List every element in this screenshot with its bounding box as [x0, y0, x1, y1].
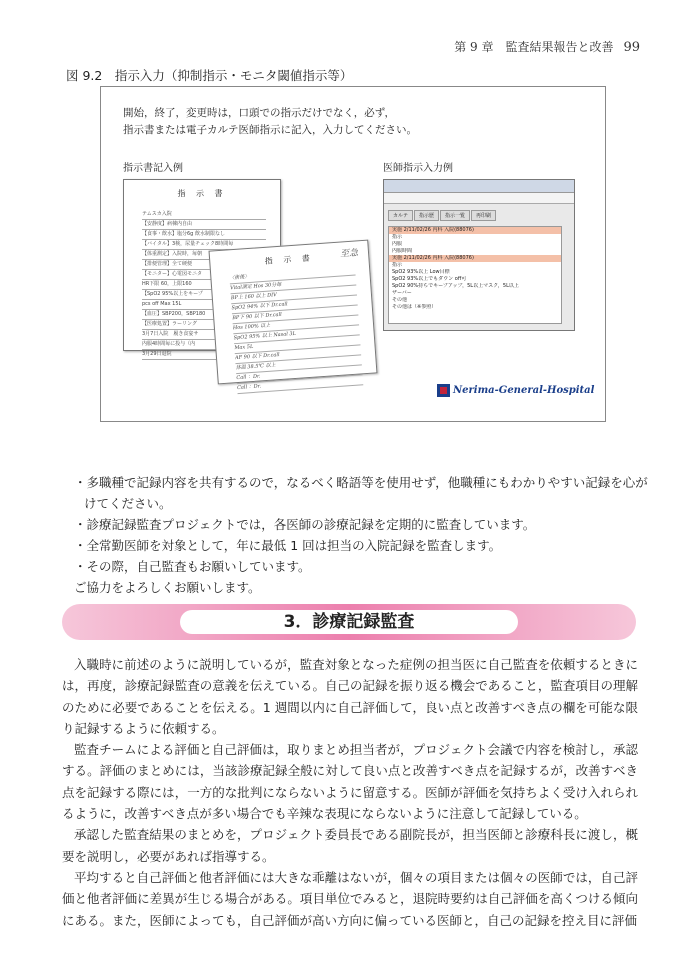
paragraph: 承認した監査結果のまとめを，プロジェクト委員長である副院長が，担当医師と診療科長に渡し，概要を説明し，必要があれば指導する。: [62, 827, 638, 864]
form-row: 【体重測定】入院時，毎朝: [142, 250, 266, 260]
order-row: SpO2 93%以上でもダウン off可: [392, 276, 467, 282]
urgent-mark: 至急: [339, 248, 359, 260]
body-text: [62, 654, 638, 931]
paragraph: 入職時に前述のように説明しているが，監査対象となった症例の担当医に自己監査を依頼するときには，再度，診療記録監査の意義を伝えている。自己の記録を振り返る機会であること，監査項目の理解のために必要であることを伝える。1 週間以内に自己評価して，良い点と改善すべき点の欄を可能な限り記録するように依頼する。: [62, 657, 638, 736]
left-example-label: 指示書記入例: [123, 163, 183, 174]
form-row: 【安静度】病棟内自由: [142, 220, 266, 230]
order-row: その他: [392, 297, 408, 303]
form-row: Call ：Dr.: [237, 375, 363, 394]
form-row: 3月7日入院 履き食宴サ: [142, 330, 266, 340]
form-row: 【血圧】SBP200，SBP180: [142, 310, 266, 320]
bullet-item: ・その際，自己監査もお願いしています。: [74, 559, 311, 574]
form-row: SpO2 95% 以上 Nasal 3L: [233, 325, 359, 344]
closing-line: ご協力をよろしくお願いします。: [74, 580, 261, 595]
order-row: 実施 2/11/02/26 内科 入院(88076): [389, 227, 561, 234]
form-row: テムスカ入院: [142, 210, 266, 220]
page-number: 99: [623, 40, 640, 55]
section-title: 3．診療記録監査: [180, 610, 518, 634]
bullet-item: ・多職種で記録内容を共有するので，なるべく略語等を使用せず，他職種にもわかりやすい記録を心がけてください。: [74, 475, 648, 511]
hospital-logo-icon: [437, 384, 450, 397]
right-example-label: 医師指示入力例: [383, 163, 453, 174]
bullet-item: ・診療記録監査プロジェクトでは，各医師の診療記録を定期的に監査しています。: [74, 517, 536, 532]
form-row: 【排便管理】全て硬便: [142, 260, 266, 270]
form-title: 指 示 書: [177, 189, 227, 198]
form-row: BP上 160 以上 DIV: [231, 286, 357, 305]
figure-caption: 図 9.2 指示入力（抑制指示・モニタ閾値指示等）: [66, 68, 353, 83]
form-row: 体温 38.5℃ 以上: [235, 355, 361, 374]
form-row: Hos 100% 以上: [233, 315, 359, 334]
form-row: 内服4時間毎に投与（内: [142, 340, 266, 350]
paragraph: 監査チームによる評価と自己評価は，取りまとめ担当者が，プロジェクト会議で内容を検討し，承認する。評価のまとめには，当該診療記録全般に対して良い点と改善すべき点を記録するが，改善すべき点を記録する際には，一方的な批判にならないように留意する。医師が評価を気持ちよく受け入れられるように，改善すべき点が多い場合でも辛辣な表現にならないように注意して記録している。: [62, 742, 638, 822]
hospital-logo: [437, 384, 594, 397]
form-row: Max 5L: [234, 335, 360, 354]
form-row: AF 90 以下 Dr.call: [235, 345, 361, 364]
hospital-name: Nerima-General-Hospital: [453, 385, 595, 396]
form-row: 〈術後〉: [229, 266, 355, 285]
figure-panel: [100, 86, 606, 422]
form-row: pcs off Max 15L: [142, 300, 266, 310]
order-row: ザーバー: [392, 290, 412, 296]
form-row: SpO2 94% 以下 Dr.call: [231, 295, 357, 314]
order-row: その他は（※参照）: [392, 304, 437, 310]
form-row: 【食事・飲水】塩分6g 飲水制限なし: [142, 230, 266, 240]
emr-screen: [383, 179, 575, 331]
form-row: 【SpO2 95%以上をキープ: [142, 290, 266, 300]
screen-tab: 再印刷: [471, 210, 496, 221]
order-list: [388, 226, 562, 324]
order-row: 指示: [392, 262, 403, 268]
form-row: 【バイタル】3検，尿量チェック8時間毎: [142, 240, 266, 250]
form-row: Vital測定 Hos 30分毎: [230, 276, 356, 295]
chapter-title: 第 9 章 監査結果報告と改善: [454, 40, 614, 54]
instruction-line: 指示書または電子カルテ医師指示に記入，入力してください。: [123, 124, 417, 136]
screen-tab: 指示一覧: [440, 210, 470, 221]
window-toolbar: [384, 193, 574, 204]
form-title: 指 示 書: [264, 253, 315, 266]
form-rows: [229, 266, 363, 394]
figure-instruction: [123, 105, 417, 139]
form-row: 【モニター】心電図モニタ: [142, 270, 266, 280]
form-row: 3月29日退院: [142, 350, 266, 360]
form-row: Call ：Dr.: [236, 365, 362, 384]
window-titlebar: [384, 180, 574, 193]
instruction-form-handwritten: [209, 240, 378, 392]
bullet-item: ・全常勤医師を対象として，年に最低 1 回は担当の入院記録を監査します。: [74, 538, 502, 553]
section-banner: [62, 604, 636, 640]
paragraph: 平均すると自己評価と他者評価には大きな乖離はないが，個々の項目または個々の医師では，自己評価と他者評価に差異が生じる場合がある。項目単位でみると，退院時要約は自己評価を高くつける傾向にある。また，医師によっても，自己評価が高い方向に偏っている医師と，自己の記録を控え目に評価: [62, 869, 638, 928]
form-row: BP下 90 以下 Dr.call: [232, 305, 358, 324]
form-row: 【医療処置】ラーリング: [142, 320, 266, 330]
order-row: 内服: [392, 241, 403, 247]
form-row: HR下限 60，上限160: [142, 280, 266, 290]
running-header: [454, 38, 640, 55]
instruction-line: 開始，終了，変更時は，口頭での指示だけでなく，必ず，: [123, 107, 395, 119]
order-row: SpO2 93%以上 Low目標: [392, 269, 450, 275]
order-row: 指示: [392, 234, 403, 240]
notice-list: [74, 472, 654, 598]
order-row: 実施 2/11/02/26 内科 入院(88076): [389, 255, 561, 262]
order-row: 内服時間: [392, 248, 413, 254]
screen-tab: カルテ: [388, 210, 413, 221]
screen-tab: 指示歴: [414, 210, 439, 221]
screen-tabs: [388, 210, 570, 221]
order-row: SpO2 90%持ちでキープアップ，5L以上マスク，5L以上: [392, 283, 519, 289]
